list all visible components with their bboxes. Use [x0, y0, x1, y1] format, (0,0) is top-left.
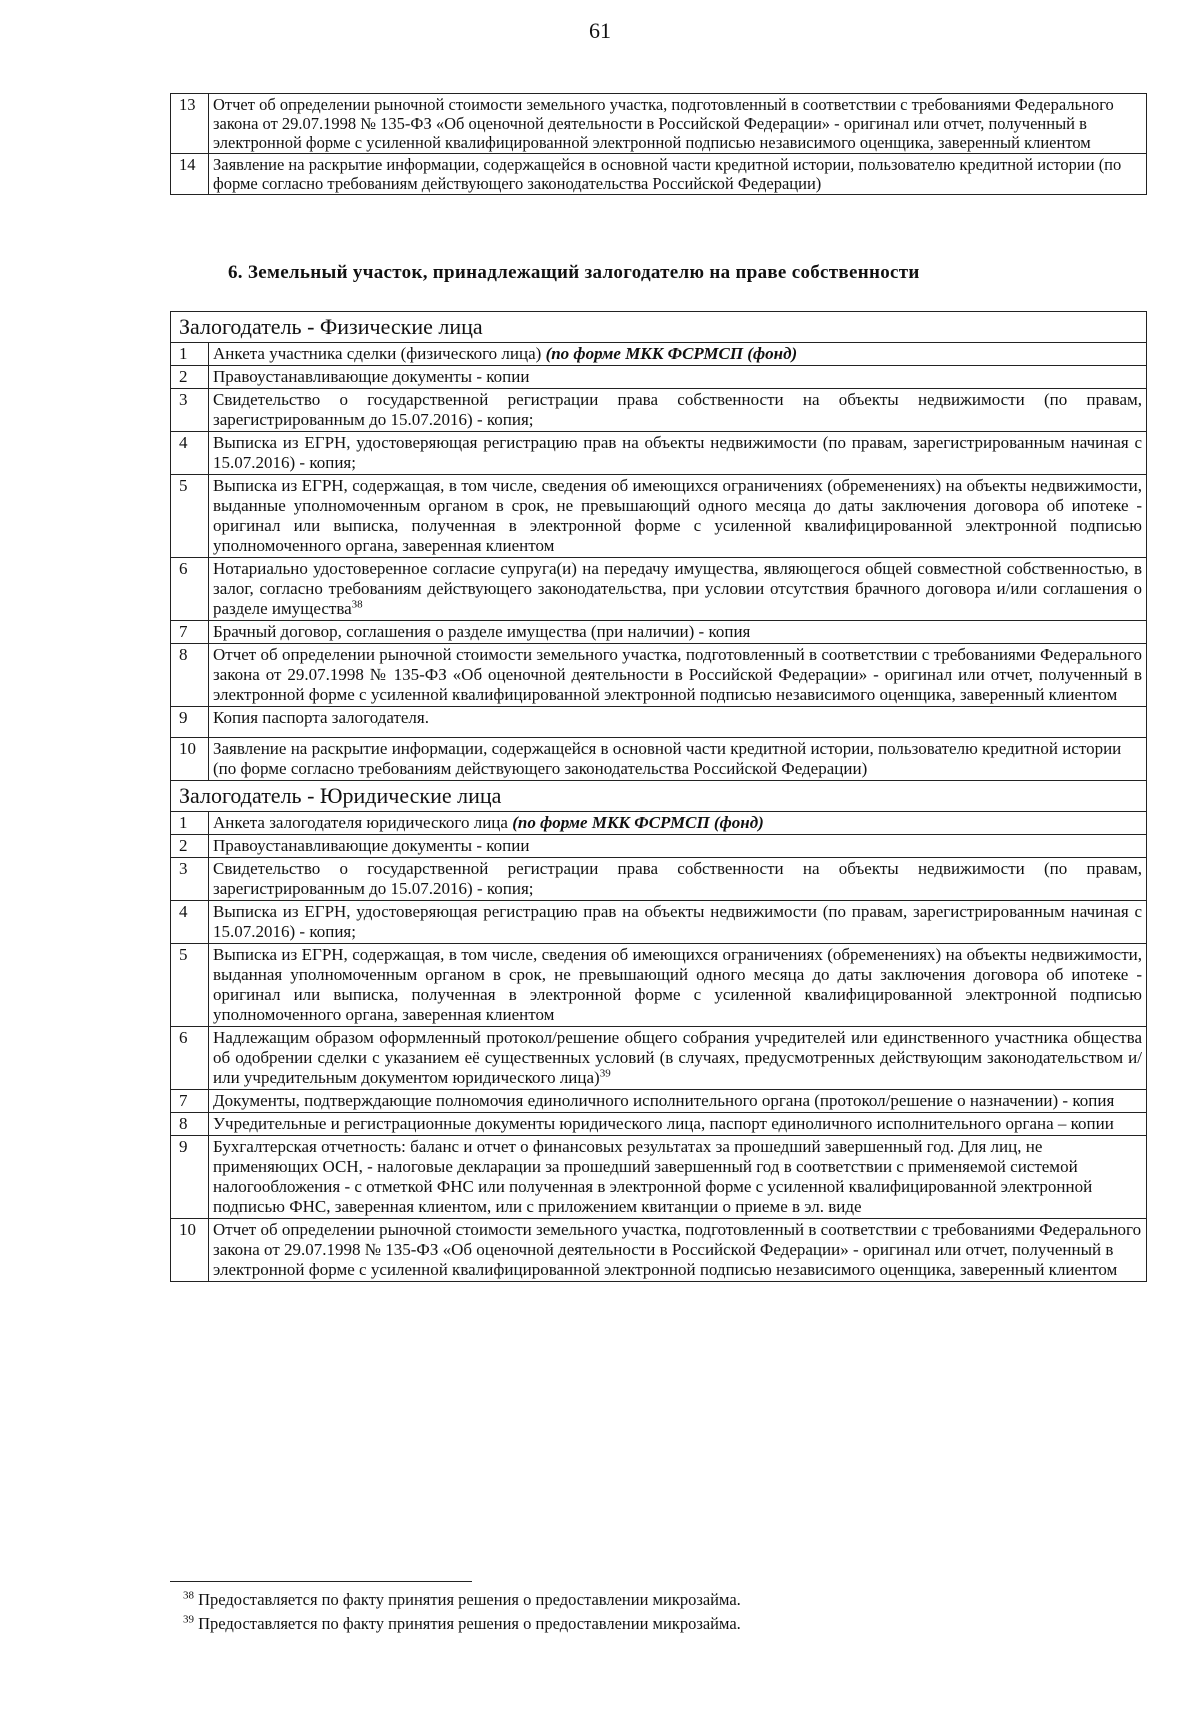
row-text: Отчет об определении рыночной стоимости земельного участка, подготовленный в соответствии с требованиями Федерального закона от 29.07.1998 № 135-ФЗ «Об оценочной деятельности в Российской Федерации» - оригинал или отчет, полученный в электронной форме с усиленной квалифицированной электронной подписью независимого оценщика, заверенный клиентом	[209, 644, 1147, 707]
row-text: Выписка из ЕГРН, удостоверяющая регистрацию прав на объекты недвижимости (по правам, зарегистрированным начиная с 15.07.2016) - копия;	[209, 432, 1147, 475]
row-text: Бухгалтерская отчетность: баланс и отчет о финансовых результатах за прошедший завершенный год. Для лиц, не применяющих ОСН, - налоговые декларации за прошедший завершенный год в соответствии с применяемой системой налогообложения - с отметкой ФНС или полученная в электронной форме с усиленной квалифицированной электронной подписью ФНС, заверенная клиентом, или с приложением квитанции о приеме в эл. виде	[209, 1136, 1147, 1219]
row-number: 2	[171, 366, 209, 389]
row-number: 4	[171, 901, 209, 944]
row-text: Правоустанавливающие документы - копии	[209, 835, 1147, 858]
footnote-separator	[170, 1581, 472, 1582]
table-row	[171, 858, 1147, 901]
table-row	[171, 621, 1147, 644]
row-text	[209, 1027, 1147, 1090]
row-text: Свидетельство о государственной регистрации права собственности на объекты недвижимости (по правам, зарегистрированным до 15.07.2016) - копия;	[209, 389, 1147, 432]
continued-documents-table	[170, 93, 1147, 195]
table-row	[171, 343, 1147, 366]
row-text-form-note: (по форме МКК ФСРМСП (фонд)	[545, 344, 798, 363]
table-row	[171, 432, 1147, 475]
row-text: Отчет об определении рыночной стоимости земельного участка, подготовленный в соответствии с требованиями Федерального закона от 29.07.1998 № 135-ФЗ «Об оценочной деятельности в Российской Федерации» - оригинал или отчет, полученный в электронной форме с усиленной квалифицированной электронной подписью независимого оценщика, заверенный клиентом	[209, 1219, 1147, 1282]
row-text	[209, 343, 1147, 366]
row-text: Отчет об определении рыночной стоимости земельного участка, подготовленный в соответствии с требованиями Федерального закона от 29.07.1998 № 135-ФЗ «Об оценочной деятельности в Российской Федерации» - оригинал или отчет, полученный в электронной форме с усиленной квалифицированной электронной подписью независимого оценщика, заверенный клиентом	[209, 94, 1147, 154]
row-number: 3	[171, 389, 209, 432]
table-row	[171, 94, 1147, 154]
table-row	[171, 835, 1147, 858]
row-number: 8	[171, 1113, 209, 1136]
row-text-main: Анкета участника сделки (физического лица)	[213, 344, 546, 363]
table-row	[171, 154, 1147, 195]
row-text: Выписка из ЕГРН, удостоверяющая регистрацию прав на объекты недвижимости (по правам, зарегистрированным начиная с 15.07.2016) - копия;	[209, 901, 1147, 944]
table-row	[171, 1027, 1147, 1090]
table-row	[171, 738, 1147, 781]
row-number: 1	[171, 343, 209, 366]
row-number: 4	[171, 432, 209, 475]
footnote-text: Предоставляется по факту принятия решения о предоставлении микрозайма.	[194, 1590, 741, 1609]
row-text: Свидетельство о государственной регистрации права собственности на объекты недвижимости (по правам, зарегистрированным до 15.07.2016) - копия;	[209, 858, 1147, 901]
row-number: 5	[171, 944, 209, 1027]
row-number: 5	[171, 475, 209, 558]
row-text	[209, 558, 1147, 621]
group-title: Залогодатель - Юридические лица	[171, 781, 1147, 812]
table-row	[171, 644, 1147, 707]
table-row	[171, 1090, 1147, 1113]
row-text-main: Нотариально удостоверенное согласие супруга(и) на передачу имущества, являющегося общей совместной собственностью, в залог, согласно требованиям действующего законодательства, при условии отсутствия брачного договора и/или соглашения о разделе имущества	[213, 559, 1142, 618]
row-number: 9	[171, 707, 209, 738]
table-row	[171, 1136, 1147, 1219]
row-number: 1	[171, 812, 209, 835]
row-text: Копия паспорта залогодателя.	[209, 707, 1147, 738]
footnote-text: Предоставляется по факту принятия решения о предоставлении микрозайма.	[194, 1614, 741, 1633]
row-text	[209, 812, 1147, 835]
row-number: 6	[171, 558, 209, 621]
table-row	[171, 812, 1147, 835]
table-row	[171, 707, 1147, 738]
row-text-form-note: (по форме МКК ФСРМСП (фонд)	[512, 813, 764, 832]
row-text: Выписка из ЕГРН, содержащая, в том числе, сведения об имеющихся ограничениях (обременениях) на объекты недвижимости, выданные уполномоченным органом в срок, не превышающий одного месяца до даты заключения договора об ипотеке - оригинал или выписка, полученная в электронной форме с усиленной квалифицированной электронной подписью уполномоченного органа, заверенная клиентом	[209, 475, 1147, 558]
footnote	[183, 1588, 741, 1612]
page-number: 61	[589, 18, 611, 43]
row-number: 3	[171, 858, 209, 901]
section-heading: 6. Земельный участок, принадлежащий залогодателю на праве собственности	[228, 262, 920, 283]
row-text: Учредительные и регистрационные документы юридического лица, паспорт единоличного исполнительного органа – копии	[209, 1113, 1147, 1136]
row-number: 13	[171, 94, 209, 154]
row-text: Выписка из ЕГРН, содержащая, в том числе, сведения об имеющихся ограничениях (обременениях) на объекты недвижимости, выданная уполномоченным органом в срок, не превышающий одного месяца до даты заключения договора об ипотеке - оригинал или выписка, полученная в электронной форме с усиленной квалифицированной электронной подписью уполномоченного органа, заверенная клиентом	[209, 944, 1147, 1027]
table-row	[171, 558, 1147, 621]
group-title: Залогодатель - Физические лица	[171, 312, 1147, 343]
row-number: 10	[171, 1219, 209, 1282]
footnote-ref: 38	[351, 598, 363, 611]
table-row	[171, 1113, 1147, 1136]
footnote-ref: 39	[599, 1067, 611, 1080]
row-text: Заявление на раскрытие информации, содержащейся в основной части кредитной истории, пользователю кредитной истории (по форме согласно требованиям действующего законодательства Российской Федерации)	[209, 154, 1147, 195]
row-text: Брачный договор, соглашения о разделе имущества (при наличии) - копия	[209, 621, 1147, 644]
row-number: 6	[171, 1027, 209, 1090]
land-plot-documents-table	[170, 311, 1147, 1282]
footnote-mark: 39	[183, 1613, 194, 1626]
table-row	[171, 366, 1147, 389]
row-text-main: Надлежащим образом оформленный протокол/решение общего собрания учредителей или единственного участника общества об одобрении сделки с указанием её существенных условий (в случаях, предусмотренных действующим законодательством и/или учредительным документом юридического лица)	[213, 1028, 1142, 1087]
row-number: 10	[171, 738, 209, 781]
table-row	[171, 475, 1147, 558]
row-number: 2	[171, 835, 209, 858]
row-text: Заявление на раскрытие информации, содержащейся в основной части кредитной истории, пользователю кредитной истории (по форме согласно требованиям действующего законодательства Российской Федерации)	[209, 738, 1147, 781]
footnotes	[183, 1588, 741, 1636]
group-header-legal-entities	[171, 781, 1147, 812]
group-header-individuals	[171, 312, 1147, 343]
table-row	[171, 389, 1147, 432]
row-number: 9	[171, 1136, 209, 1219]
row-text: Правоустанавливающие документы - копии	[209, 366, 1147, 389]
table-row	[171, 1219, 1147, 1282]
row-number: 14	[171, 154, 209, 195]
table-row	[171, 901, 1147, 944]
footnote	[183, 1612, 741, 1636]
row-number: 7	[171, 1090, 209, 1113]
row-text-main: Анкета залогодателя юридического лица	[213, 813, 513, 832]
row-number: 8	[171, 644, 209, 707]
table-row	[171, 944, 1147, 1027]
footnote-mark: 38	[183, 1589, 194, 1602]
row-text: Документы, подтверждающие полномочия единоличного исполнительного органа (протокол/решение о назначении) - копия	[209, 1090, 1147, 1113]
row-number: 7	[171, 621, 209, 644]
